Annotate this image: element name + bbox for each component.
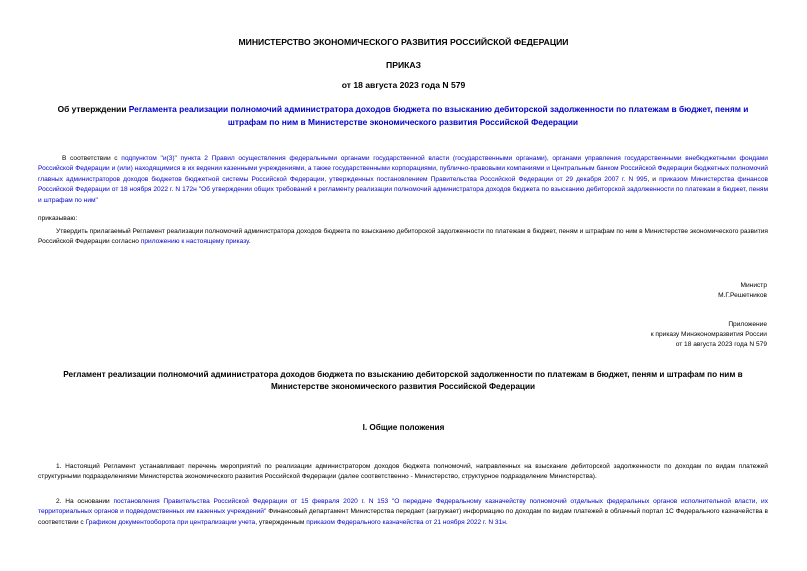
appendix-label: Приложение (728, 321, 767, 328)
signature-role: Министр (740, 282, 767, 289)
p2-text-2: Финансовый департамент Министерства передает (загружает) информацию по доходам по видам платежей в облачный портал 1С Федерального казначейства в соответствии с (38, 508, 768, 526)
preamble-text-2: , и (647, 175, 660, 183)
p2-government-decree-link[interactable]: постановления Правительства Российской Федерации от 15 февраля 2020 г. N 153 "О передаче Федеральному казначейству полномочий отдельных федеральных органов исполнительной власти, их территориальных органов и подведомственных им казенных учреждений" (38, 498, 768, 516)
preamble-minfin-order-link[interactable]: приказом Министерства финансов Российской Федерации от 18 ноября 2022 г. N 172н "Об утверждении общих требований к регламенту реализации полномочий администратора доходов бюджета по взысканию дебиторской задолженности по платежам в бюджет, пеням и штрафам по ним" (38, 175, 768, 204)
p2-schedule-link[interactable]: Графиком документооборота при централизации учета (85, 518, 256, 526)
p2-treasury-order-link[interactable]: приказом Федерального казначейства от 21 ноября 2022 г. N 31н (306, 518, 506, 526)
regulation-title: Регламент реализации полномочий администратора доходов бюджета по взысканию дебиторской задолженности по платежам в бюджет, пеням и штрафам по ним в Министерстве экономического развития Российской Федерации (63, 370, 743, 391)
paragraph-2 (38, 497, 768, 528)
appendix-order-ref: к приказу Минэкономразвития России (650, 331, 767, 339)
title-regulation-link[interactable]: Регламента реализации полномочий администратора доходов бюджета по взысканию дебиторской задолженности по платежам в бюджет, пеням и штрафам по ним в Министерстве экономического развития Российской Федерации (128, 104, 749, 127)
document-title (38, 103, 768, 128)
p2-text-3: , утвержденным (255, 518, 307, 526)
preamble-paragraph (38, 154, 768, 206)
signature-block (718, 281, 767, 301)
p2-text-4: . (505, 518, 508, 526)
document-date: от 18 августа 2023 года N 579 (341, 80, 466, 90)
paragraph-1: 1. Настоящий Регламент устанавливает перечень мероприятий по реализации администратором доходов бюджета полномочий, направленных на взыскание дебиторской задолженности по доходам по видам платежей структурными подразделениями Министерства экономического развития Российской Федерации (далее соответственно - Министерство, структурное подразделение Министерства). (38, 463, 768, 481)
preamble-rules-link[interactable]: подпунктом "и(3)" пункта 2 Правил осуществления федеральными органами государственной власти (государственными органами), органами управления государственными внебюджетными фондами Российской Федерации и (или) находящимися в их ведении казенными учреждениями, а также государственными корпорациями, публично-правовыми компаниями и Центральным банком Российской Федерации бюджетных полномочий главных администраторов доходов бюджетов бюджетной системы Российской Федерации, утвержденных постановлением Правительства Российской Федерации от 29 декабря 2007 г. N 995 (38, 155, 768, 183)
document-type: ПРИКАЗ (386, 60, 421, 70)
preamble-text-1: В соответствии с (62, 155, 122, 162)
ministry-header: МИНИСТЕРСТВО ЭКОНОМИЧЕСКОГО РАЗВИТИЯ РОССИЙСКОЙ ФЕДЕРАЦИИ (238, 37, 569, 47)
appendix-order-date: от 18 августа 2023 года N 579 (675, 341, 767, 349)
order-text-2: . (248, 238, 251, 246)
appendix-link[interactable]: приложению к настоящему приказу (140, 238, 249, 246)
p2-text-1: 2. На основании (56, 498, 114, 505)
appendix-block (651, 320, 767, 351)
section-title: I. Общие положения (362, 423, 445, 432)
order-word: приказываю: (38, 215, 78, 222)
signature-name: М.Г.Решетников (718, 292, 767, 300)
order-text-1: Утвердить прилагаемый Регламент реализации полномочий администратора доходов бюджета по взысканию дебиторской задолженности по платежам в бюджет, пеням и штрафам по ним в Министерстве экономического развития Российской Федерации согласно (38, 228, 768, 246)
title-prefix: Об утверждении (57, 104, 129, 114)
order-paragraph (38, 227, 768, 248)
